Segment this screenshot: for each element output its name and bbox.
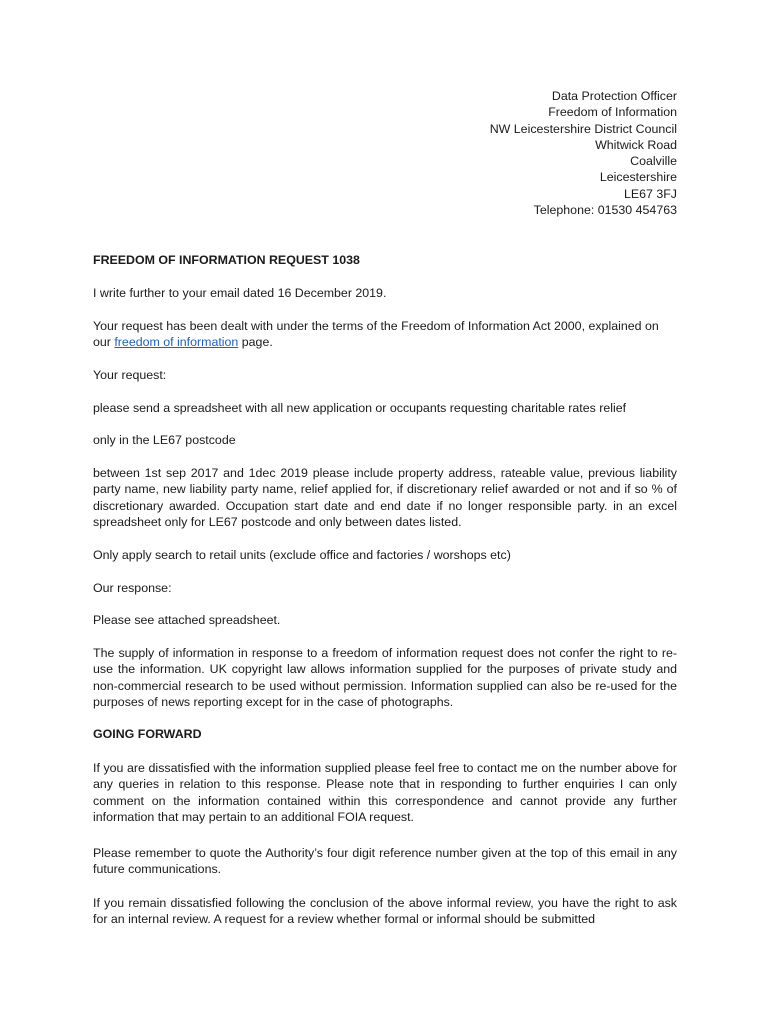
request-text-3: between 1st sep 2017 and 1dec 2019 please include property address, rateable value, previous liability party name, new liability party name, relief applied for, if discretionary relief awarded or not and if so % of discretionary awarded. Occupation start date and end date if no longer responsible party. in an excel spreadsheet only for LE67 postcode and only between dates listed. — [93, 466, 677, 529]
address-line: Whitwick Road — [595, 137, 677, 152]
address-line: LE67 3FJ — [623, 186, 677, 201]
address-line: Freedom of Information — [548, 105, 677, 120]
going-forward-paragraph-1: If you are dissatisfied with the information supplied please feel free to contact me on the number above for any queries in relation to this response. Please note that in responding to further enquiries I can only comment on the information contained within this correspondence and cannot provide any further information that may pertain to an additional FOIA request. — [93, 761, 677, 824]
request-text-4: Only apply search to retail units (exclude office and factories / worshops etc) — [93, 548, 511, 562]
going-forward-paragraph-2: Please remember to quote the Authority’s four digit reference number given at the top of this email in any future communications. — [93, 846, 677, 877]
our-response-label: Our response: — [93, 581, 172, 595]
act-paragraph-text: Your request has been dealt with under the terms of the Freedom of Information Act 2000, explained on our — [93, 319, 659, 350]
copyright-paragraph: The supply of information in response to a freedom of information request does not confer the right to re-use the information. UK copyright law allows information supplied for the purposes of private study and non-commercial research to be used without permission. Information supplied can also be re-used for the purposes of news reporting except for in the case of photographs. — [93, 646, 677, 709]
request-text-1: please send a spreadsheet with all new application or occupants requesting charitable rates relief — [93, 401, 627, 415]
sender-address-block — [377, 88, 677, 218]
act-paragraph-text-end: page. — [238, 335, 273, 350]
letter-title: FREEDOM OF INFORMATION REQUEST 1038 — [93, 253, 360, 267]
freedom-of-information-link[interactable]: freedom of information — [114, 335, 239, 350]
address-line: Coalville — [630, 154, 677, 169]
address-telephone: Telephone: 01530 454763 — [533, 203, 677, 218]
address-line: Data Protection Officer — [551, 89, 677, 103]
going-forward-heading: GOING FORWARD — [93, 727, 202, 741]
intro-paragraph: I write further to your email dated 16 December 2019. — [93, 286, 387, 300]
address-line: NW Leicestershire District Council — [489, 121, 677, 136]
your-request-label: Your request: — [93, 368, 167, 382]
act-paragraph — [93, 318, 677, 351]
response-text: Please see attached spreadsheet. — [93, 613, 281, 627]
request-text-2: only in the LE67 postcode — [93, 433, 236, 447]
going-forward-paragraph-3: If you remain dissatisfied following the conclusion of the above informal review, you have the right to ask for an internal review. A request for a review whether formal or informal should be submitted — [93, 896, 677, 927]
address-line: Leicestershire — [599, 170, 677, 185]
